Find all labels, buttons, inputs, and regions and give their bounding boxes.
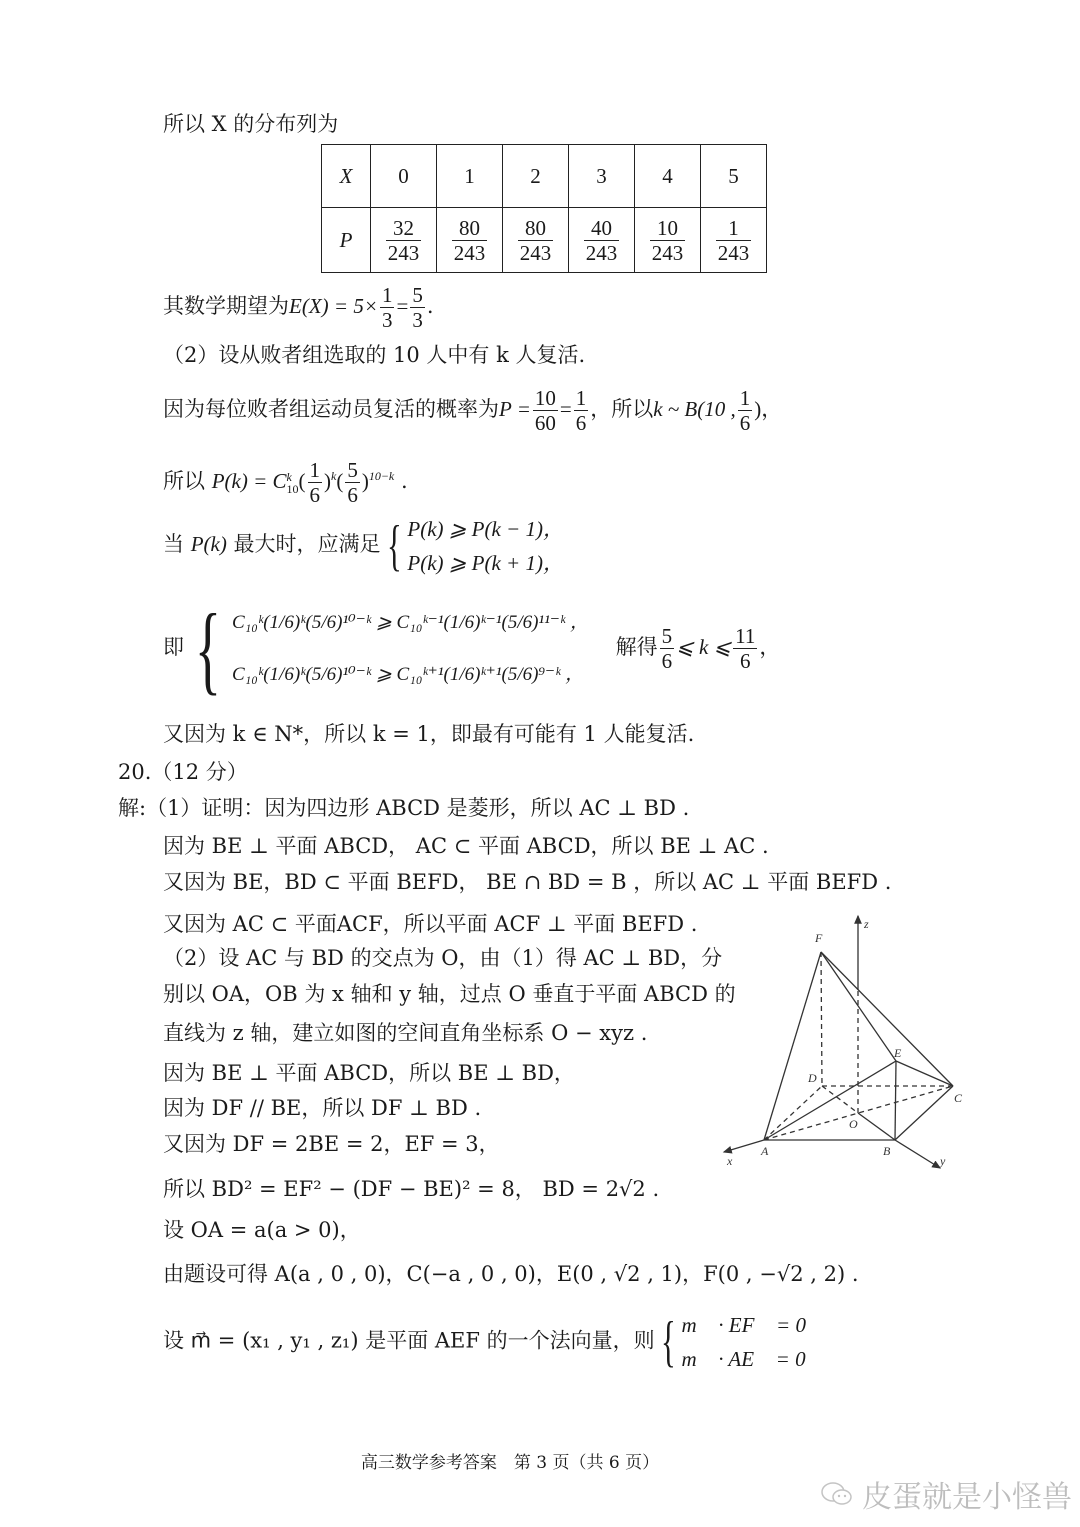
q20-line8: 因为 BE ⊥ 平面 ABCD，所以 BE ⊥ BD， [163, 1061, 575, 1085]
label-f: F [815, 931, 823, 945]
table-cell-p: $\frac{80}{243}$ [437, 208, 503, 273]
geometry-diagram [700, 900, 980, 1190]
q20-line10: 又因为 DF = 2BE = 2，EF = 3， [163, 1132, 500, 1156]
table-cell-x: 1 [437, 145, 503, 208]
label-c: C [954, 1091, 963, 1105]
q20-line13: 由题设可得 A(a , 0 , 0)，C(−a , 0 , 0)，E(0 , √2 , 1)，F(0 , −√2 , 2) . [163, 1262, 859, 1286]
distribution-heading: 所以 X 的分布列为 [163, 112, 339, 136]
part2-line1: （2）设从败者组选取的 10 人中有 k 人复活. [163, 343, 586, 367]
part2-line6: 又因为 k ∈ N*，所以 k = 1，即最有可能有 1 人能复活. [163, 722, 695, 746]
label-a: A [761, 1144, 769, 1158]
part2-line5: 即 { C₁₀ᵏ(1/6)ᵏ(5/6)¹⁰⁻ᵏ ⩾ C₁₀ᵏ⁻¹(1/6)ᵏ⁻¹(5/6)¹¹⁻ᵏ ， C₁₀ᵏ(1/6)ᵏ(5/6)¹⁰⁻ᵏ ⩾ C₁₀ᵏ⁺¹(1/6)ᵏ⁺¹(5/6)⁹⁻ᵏ ， 解得 $\frac{5}{6}$ ⩽ k ⩽ $\frac{11}{6}$ ， [163, 592, 781, 704]
page-footer: 高三数学参考答案 第 3 页（共 6 页） [360, 1453, 660, 1473]
table-cell-x: 2 [503, 145, 569, 208]
edge-eb [895, 1061, 896, 1140]
table-header-x: X [322, 145, 371, 208]
edge-af [764, 952, 821, 1140]
q20-line11: 所以 BD² = EF² − (DF − BE)² = 8， BD = 2√2 . [163, 1177, 660, 1201]
wechat-icon [820, 1480, 854, 1508]
table-cell-x: 4 [635, 145, 701, 208]
table-cell-p: $\frac{32}{243}$ [371, 208, 437, 273]
edge-fd [821, 952, 822, 1086]
table-cell-p: $\frac{80}{243}$ [503, 208, 569, 273]
watermark-text: 皮蛋就是小怪兽 [862, 1480, 1072, 1515]
table-cell-x: 0 [371, 145, 437, 208]
watermark [820, 1472, 1072, 1516]
q20-line9: 因为 DF // BE，所以 DF ⊥ BD . [163, 1096, 482, 1120]
q20-line1: 解:（1）证明：因为四边形 ABCD 是菱形，所以 AC ⊥ BD . [118, 796, 690, 820]
table-cell-p: $\frac{10}{243}$ [635, 208, 701, 273]
table-row-p [322, 208, 767, 273]
edge-ec [896, 1061, 953, 1086]
q20-line14: 设 m⃗ = (x₁ , y₁ , z₁) 是平面 AEF 的一个法向量，则 { m⃗ · EF⃗ = 0， m⃗ · AE⃗ = 0， [163, 1311, 823, 1373]
distribution-table [321, 144, 767, 273]
q20-line12: 设 OA = a(a > 0)， [163, 1218, 361, 1242]
table-cell-x: 5 [701, 145, 767, 208]
y-axis [895, 1140, 940, 1168]
q20-line5: （2）设 AC 与 BD 的交点为 O，由（1）得 AC ⊥ BD，分 [163, 946, 723, 970]
part2-line2: 因为每位败者组运动员复活的概率为P = $\frac{10}{60}$ = $\frac{1}{6}$ ，所以k ~ B(10 , $\frac{1}{6}$ )， [163, 386, 783, 435]
label-y: y [940, 1154, 946, 1168]
table-header-p: P [322, 208, 371, 273]
label-b: B [883, 1144, 891, 1158]
part2-line4: 当 P(k) 最大时，应满足 { P(k) ⩾ P(k − 1)， P(k) ⩾ P(k + 1)， [163, 514, 564, 577]
ob-edge [858, 1113, 895, 1140]
label-d: D [808, 1071, 817, 1085]
q20-line7: 直线为 z 轴，建立如图的空间直角坐标系 O − xyz . [163, 1021, 648, 1045]
x-axis [724, 1140, 764, 1152]
label-x: x [727, 1154, 733, 1168]
q20-line3: 又因为 BE，BD ⊂ 平面 BEFD， BE ∩ BD = B ，所以 AC ⊥ 平面 BEFD . [163, 870, 892, 894]
part2-line3: 所以 P(k) = C k 10 ( $\frac{1}{6}$ )$^k$( $\frac{5}{6}$ )$^{10-k}$ . [163, 458, 408, 507]
table-row-x [322, 145, 767, 208]
edge-do [822, 1086, 858, 1113]
label-z: z [864, 917, 869, 931]
q20-line4: 又因为 AC ⊂ 平面ACF，所以平面 ACF ⊥ 平面 BEFD . [163, 912, 698, 936]
q20-header: 20.（12 分） [118, 760, 248, 784]
q20-line2: 因为 BE ⊥ 平面 ABCD， AC ⊂ 平面 ABCD，所以 BE ⊥ AC . [163, 834, 769, 858]
label-o: O [849, 1117, 858, 1131]
table-cell-x: 3 [569, 145, 635, 208]
expectation-line: 其数学期望为E(X) = 5× $\frac{1}{3}$ = $\frac{5}{3}$ . [163, 283, 434, 332]
table-cell-p: $\frac{1}{243}$ [701, 208, 767, 273]
q20-line6: 别以 OA，OB 为 x 轴和 y 轴，过点 O 垂直于平面 ABCD 的 [163, 982, 736, 1006]
label-e: E [894, 1046, 902, 1060]
table-cell-p: $\frac{40}{243}$ [569, 208, 635, 273]
